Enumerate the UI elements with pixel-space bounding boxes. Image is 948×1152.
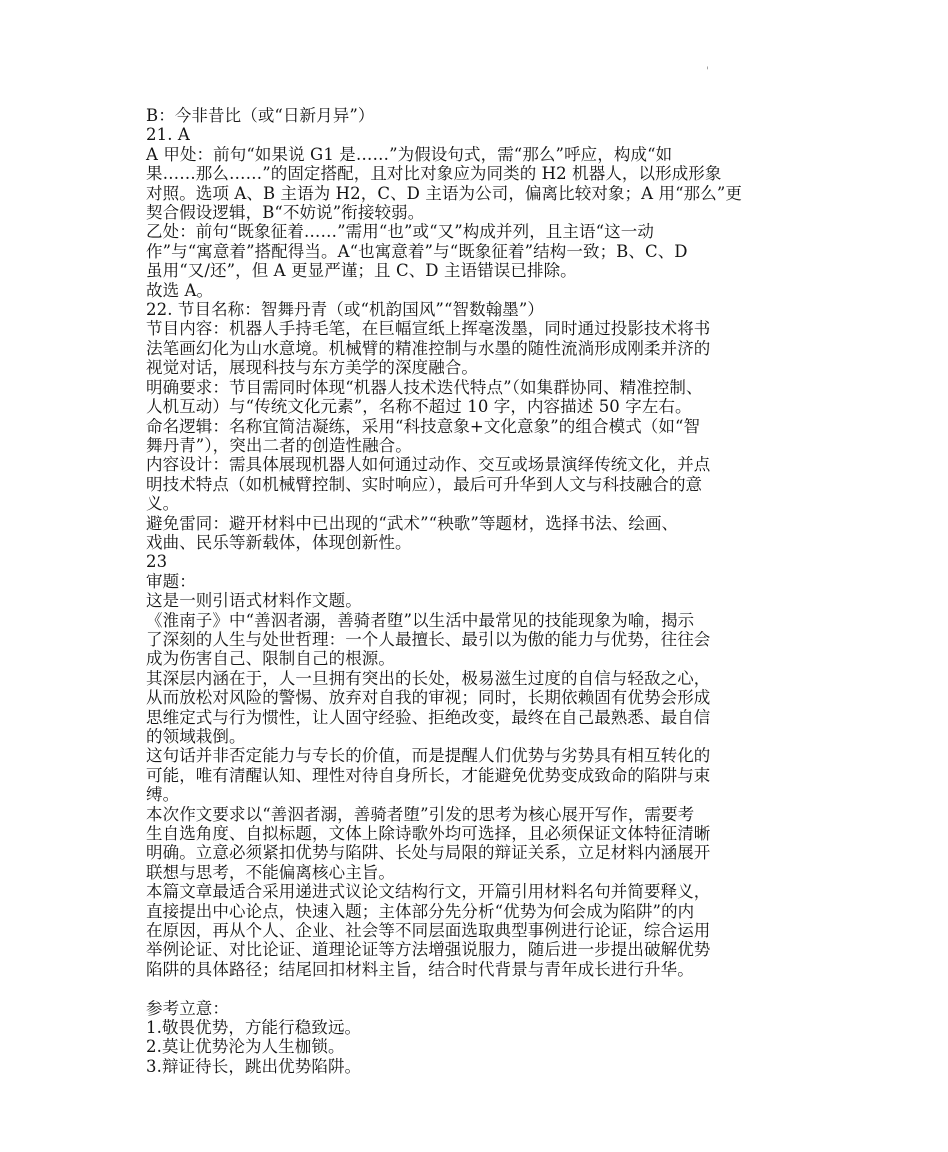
text-line: 23	[146, 552, 168, 572]
text-line: 缚。	[146, 785, 180, 805]
text-line: 作”与“寓意着”搭配得当。A“也寓意着”与“既象征着”结构一致；B、C、D	[146, 241, 688, 261]
text-line: 21. A	[146, 125, 190, 145]
text-line: 内容设计：需具体展现机器人如何通过动作、交互或场景演绎传统文化，并点	[146, 455, 711, 475]
text-line: 22. 节目名称：智舞丹青（或“机韵国风”“智数翰墨”）	[146, 300, 545, 320]
text-line: 法笔画幻化为山水意境。机械臂的精准控制与水墨的随性流淌形成刚柔并济的	[146, 338, 711, 358]
text-line: 直接提出中心论点，快速入题；主体部分先分析“优势为何会成为陷阱”的内	[146, 901, 695, 921]
text-line: 了深刻的人生与处世哲理：一个人最擅长、最引以为傲的能力与优势，往往会	[146, 629, 711, 649]
text-line: 明确要求：节目需同时体现“机器人技术迭代特点”（如集群协同、精准控制、	[146, 377, 703, 397]
document-body	[146, 106, 826, 1076]
text-line: 故选 A。	[146, 280, 214, 300]
text-line: 2.莫让优势沦为人生枷锁。	[146, 1037, 345, 1057]
text-line: 义。	[146, 494, 180, 514]
text-line: 视觉对话，展现科技与东方美学的深度融合。	[146, 358, 478, 378]
text-line: 的领域栽倒。	[146, 727, 246, 746]
text-line: 节目内容：机器人手持毛笔，在巨幅宣纸上挥毫泼墨，同时通过投影技术将书	[146, 319, 711, 339]
text-line: 命名逻辑：名称宜简洁凝练，采用“科技意象+文化意象”的组合模式（如“智	[146, 416, 701, 436]
text-line: 虽用“又/还”，但 A 更显严谨；且 C、D 主语错误已排除。	[146, 261, 577, 281]
text-line: 果……那么……”的固定搭配，且对比对象应为同类的 H2 机器人，以形成形象	[146, 164, 722, 184]
text-line: 成为伤害自己、限制自己的根源。	[146, 649, 395, 669]
text-line: 联想与思考，不能偏离核心主旨。	[146, 862, 395, 882]
text-line: 举例论证、对比论证、道理论证等方法增强说服力，随后进一步提出破解优势	[146, 940, 711, 960]
text-line: 陷阱的具体路径；结尾回扣材料主旨，结合时代背景与青年成长进行升华。	[146, 959, 694, 979]
text-line: 舞丹青”），突出二者的创造性融合。	[146, 435, 412, 455]
text-line: 从而放松对风险的警惕、放弃对自我的审视；同时，长期依赖固有优势会形成	[146, 688, 711, 708]
text-line: B：今非昔比（或“日新月异”）	[146, 106, 375, 125]
text-line: 这句话并非否定能力与专长的价值，而是提醒人们优势与劣势具有相互转化的	[146, 746, 711, 766]
text-line: 审题：	[146, 571, 196, 591]
page-mark: '	[706, 66, 709, 77]
text-line: 明确。立意必须紧扣优势与陷阱、长处与局限的辩证关系，立足材料内涵展开	[146, 843, 711, 863]
text-line: 人机互动）与“传统文化元素”，名称不超过 10 字，内容描述 50 字左右。	[146, 397, 692, 417]
text-line: 明技术特点（如机械臂控制、实时响应），最后可升华到人文与科技融合的意	[146, 474, 703, 494]
text-line: A 甲处：前句“如果说 G1 是……”为假设句式，需“那么”呼应，构成“如	[146, 144, 673, 164]
text-line: 乙处：前句“既象征着……”需用“也”或“又”构成并列，且主语“这一动	[146, 222, 654, 242]
blank-line	[146, 979, 826, 998]
text-line: 1.敬畏优势，方能行稳致远。	[146, 1018, 362, 1038]
text-line: 对照。选项 A、B 主语为 H2，C、D 主语为公司，偏离比较对象；A 用“那么”更	[146, 183, 742, 203]
text-line: 其深层内涵在于，人一旦拥有突出的长处，极易滋生过度的自信与轻敌之心，	[146, 668, 711, 688]
text-line: 戏曲、民乐等新载体，体现创新性。	[146, 532, 412, 552]
text-line: 契合假设逻辑，B“不妨说”衔接较弱。	[146, 203, 425, 223]
text-line: 生自选角度、自拟标题，文体上除诗歌外均可选择，且必须保证文体特征清晰	[146, 824, 711, 844]
text-line: 《淮南子》中“善泅者溺，善骑者堕”以生活中最常见的技能现象为喻，揭示	[146, 610, 695, 630]
text-line: 可能，唯有清醒认知、理性对待自身所长，才能避免优势变成致命的陷阱与束	[146, 765, 711, 785]
text-line: 本次作文要求以“善泅者溺，善骑者堕”引发的思考为核心展开写作，需要考	[146, 804, 695, 824]
text-line: 参考立意：	[146, 998, 229, 1018]
text-line: 这是一则引语式材料作文题。	[146, 591, 362, 611]
text-line: 3.辩证待长，跳出优势陷阱。	[146, 1056, 362, 1076]
text-line: 在原因，再从个人、企业、社会等不同层面选取典型事例进行论证，综合运用	[146, 921, 711, 941]
text-line: 思维定式与行为惯性，让人固守经验、拒绝改变，最终在自己最熟悉、最自信	[146, 707, 711, 727]
text-line: 本篇文章最适合采用递进式议论文结构行文，开篇引用材料名句并简要释义，	[146, 882, 711, 902]
text-line: 避免雷同：避开材料中已出现的“武术”“秧歌”等题材，选择书法、绘画、	[146, 513, 679, 533]
